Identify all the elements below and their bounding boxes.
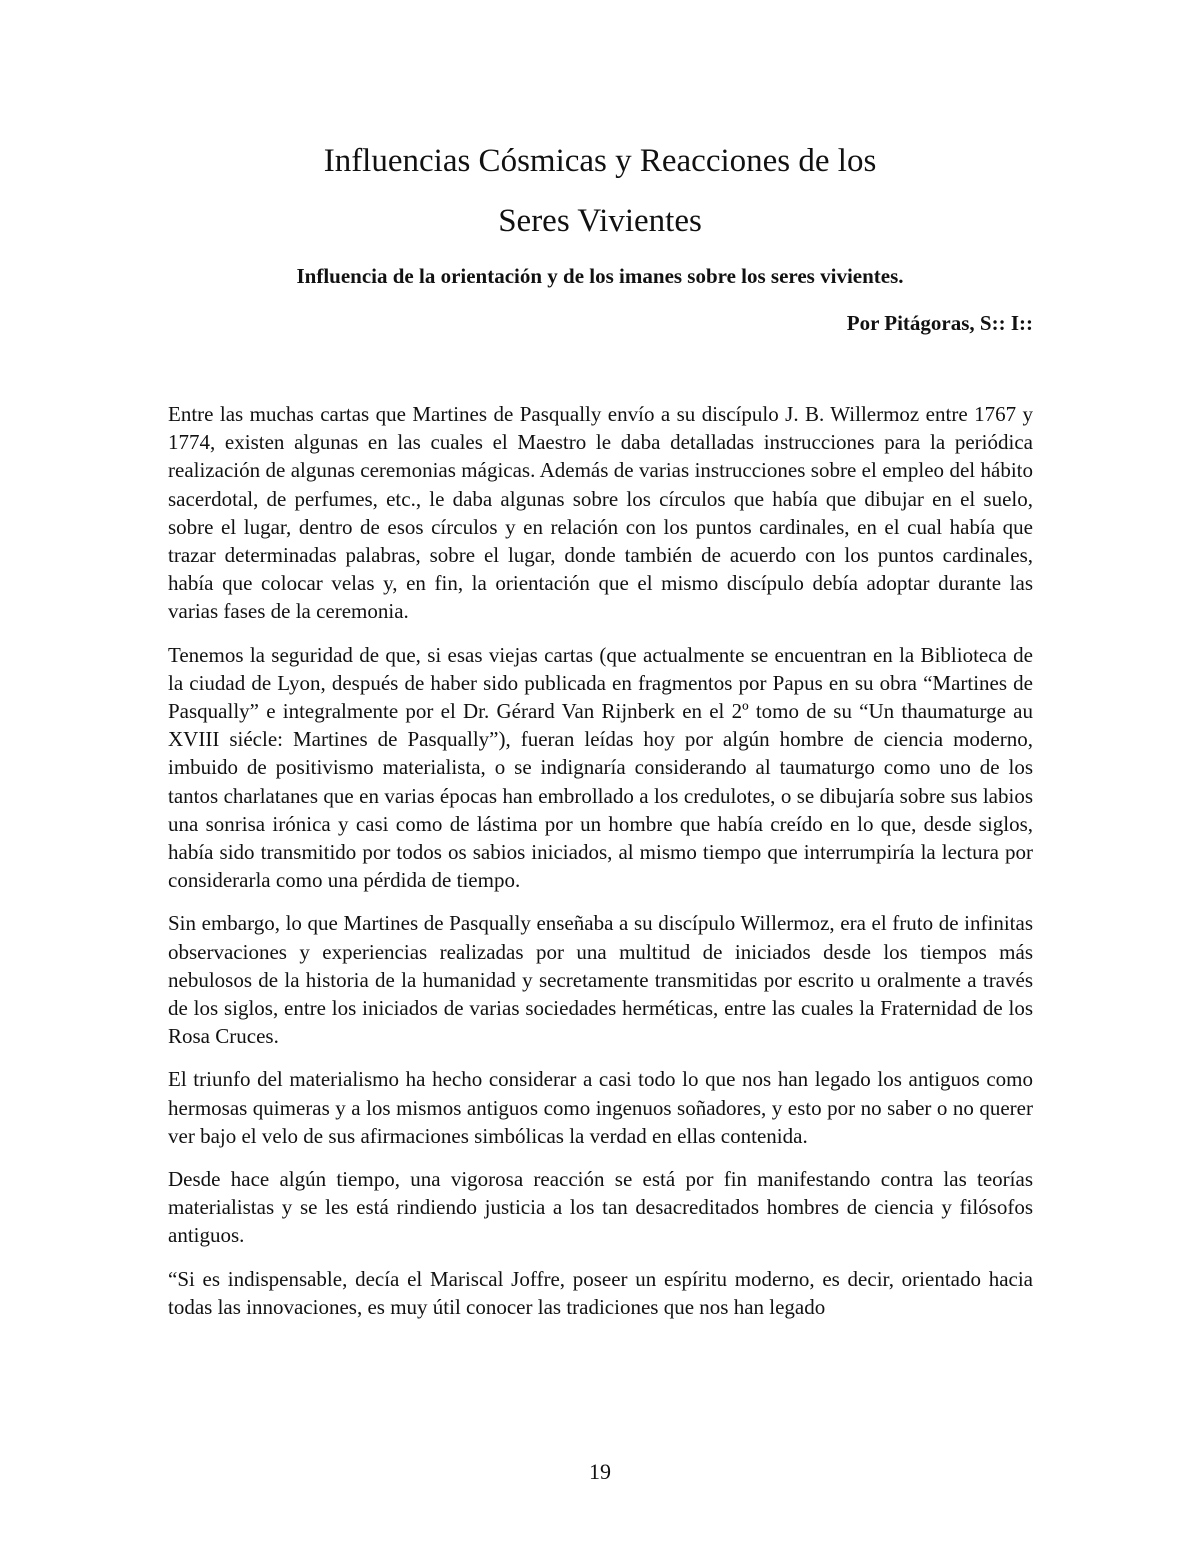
- paragraph: Desde hace algún tiempo, una vigorosa reacción se está por fin manifestando contra las teorías materialistas y se les está rindiendo justicia a los tan desacreditados hombres de ciencia y filósofos antiguos.: [168, 1167, 1033, 1248]
- paragraph: Sin embargo, lo que Martines de Pasqually enseñaba a su discípulo Willermoz, era el fruto de infinitas observaciones y experiencias realizadas por una multitud de iniciados desde los tiempos más nebulosos de la historia de la humanidad y secretamente transmitidas por escrito u oralmente a través de los siglos, entre los iniciados de varias sociedades herméticas, entre las cuales la Fraternidad de los Rosa Cruces.: [168, 911, 1033, 1049]
- title-line-1: Influencias Cósmicas y Reacciones de los: [323, 143, 877, 179]
- paragraph: El triunfo del materialismo ha hecho considerar a casi todo lo que nos han legado los antiguos como hermosas quimeras y a los mismos antiguos como ingenuos soñadores, y esto por no saber o no querer ver bajo el velo de sus afirmaciones simbólicas la verdad en ellas contenida.: [168, 1067, 1033, 1148]
- paragraph: Tenemos la seguridad de que, si esas viejas cartas (que actualmente se encuentran en la Biblioteca de la ciudad de Lyon, después de haber sido publicada en fragmentos por Papus en su obra “Martines de Pasqually” e integralmente por el Dr. Gérard Van Rijnberk en el 2º tomo de su “Un thaumaturge au XVIII siécle: Martines de Pasqually”), fueran leídas hoy por algún hombre de ciencia moderno, imbuido de positivismo materialista, o se indignaría considerando al taumaturgo como uno de los tantos charlatanes que en varias épocas han embrollado a los credulotes, o se dibujaría sobre sus labios una sonrisa irónica y casi como de lástima por un hombre que había creído en lo que, desde siglos, había sido transmitido por todos os sabios iniciados, al mismo tiempo que interrumpiría la lectura por considerarla como una pérdida de tiempo.: [168, 642, 1033, 893]
- title-line-2: Seres Vivientes: [498, 203, 702, 239]
- paragraph: “Si es indispensable, decía el Mariscal Joffre, poseer un espíritu moderno, es decir, orientado hacia todas las innovaciones, es muy útil conocer las tradiciones que nos han legado: [168, 1266, 1033, 1319]
- page-number: 19: [589, 1459, 611, 1484]
- paragraph: Entre las muchas cartas que Martines de Pasqually envío a su discípulo J. B. Willermoz entre 1767 y 1774, existen algunas en las cuales el Maestro le daba detalladas instrucciones para la periódica realización de algunas ceremonias mágicas. Además de varias instrucciones sobre el empleo del hábito sacerdotal, de perfumes, etc., le daba algunas sobre los círculos que había que dibujar en el suelo, sobre el lugar, dentro de esos círculos y en relación con los puntos cardinales, en el cual había que trazar determinadas palabras, sobre el lugar, donde también de acuerdo con los puntos cardinales, había que colocar velas y, en fin, la orientación que el mismo discípulo debía adoptar durante las varias fases de la ceremonia.: [168, 402, 1033, 624]
- subtitle: Influencia de la orientación y de los imanes sobre los seres vivientes.: [296, 264, 904, 288]
- body-text: [168, 400, 1033, 1336]
- author-byline: Por Pitágoras, S:: I::: [846, 311, 1033, 335]
